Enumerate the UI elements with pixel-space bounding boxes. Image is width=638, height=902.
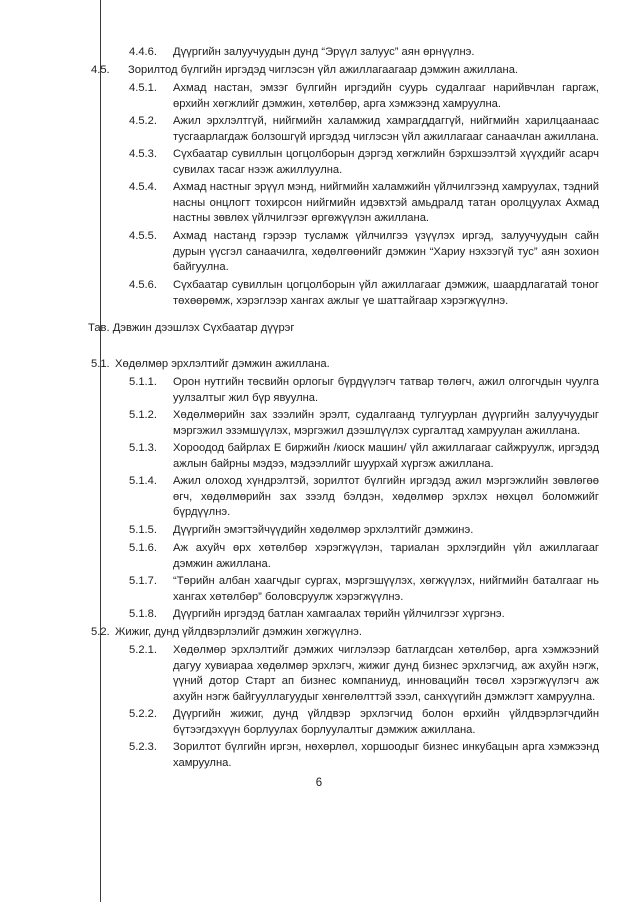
list-item bbox=[129, 229, 599, 276]
item-text: Дүүргийн эмэгтэйчүүдийн хөдөлмөр эрхлэлтийг дэмжинэ. bbox=[173, 524, 474, 536]
list-item bbox=[91, 63, 599, 79]
item-text: Ахмад настныг эрүүл мэнд, нийгмийн халамжийн үйлчилгээнд хамруулах, тэдний насны онцлогт тохирсон нийгмийн идэвхтэй амьдралд татан оролцуулах Ахмад настны зөвлөх үйлчилгээг өргөжүүлэн ажиллана. bbox=[173, 181, 599, 224]
item-text: Ажил эрхлэлтгүй, нийгмийн халамжид хамрагддаггүй, нийгмийн харилцаанаас тусгаарлагдаж болзошгүй иргэдэд чиглэсэн үйл ажиллагааг санаачлан ажиллана. bbox=[173, 115, 599, 143]
item-text: Аж ахуйч өрх хөтөлбөр хэрэгжүүлэн, тариалан эрхлэгдийн үйл ажиллагааг дэмжин ажиллана. bbox=[173, 542, 599, 570]
list-item bbox=[129, 375, 599, 406]
item-text: Дүүргийн иргэдэд батлан хамгаалах төрийн үйлчилгээг хүргэнэ. bbox=[173, 608, 505, 620]
list-item bbox=[129, 114, 599, 145]
item-text: Зорилтот бүлгийн иргэн, нөхөрлөл, хоршоодыг бизнес инкубацын арга хэмжээнд хамруулна. bbox=[173, 741, 599, 769]
item-text: Ахмад настанд гэрээр тусламж үйлчилгээ үзүүлэх иргэд, залуучуудын сайн дурын үүсгэл санаачилга, хөдөлгөөнийг дэмжин “Хариу нэхээгүй тус” аян зохион байгуулна. bbox=[173, 230, 599, 273]
item-number: 5.2.1. bbox=[129, 644, 157, 656]
list-item bbox=[129, 408, 599, 439]
list-item bbox=[129, 180, 599, 227]
list-item bbox=[129, 474, 599, 521]
list-item bbox=[129, 147, 599, 178]
item-text: Хороодод байрлах Е биржийн /киоск машин/ үйл ажиллагааг сайжруулж, иргэдэд ажлын байрны мэдээ, мэдээллийг шуурхай хүргэж ажиллана. bbox=[173, 442, 599, 470]
item-number: 4.5. bbox=[91, 64, 110, 76]
item-number: 5.1.8. bbox=[129, 608, 157, 620]
item-text: Сүхбаатар сувиллын цогцолборын үйл ажиллагааг дэмжиж, шаардлагатай тоног төхөөрөмж, хэрэглээр хангах ажлыг үе шаттайгаар хэрэгжүүлнэ. bbox=[173, 279, 599, 307]
list-item bbox=[129, 523, 599, 539]
item-number: 5.1. bbox=[91, 358, 110, 370]
item-number: 5.1.6. bbox=[129, 542, 157, 554]
list-item bbox=[129, 574, 599, 605]
margin-line bbox=[100, 0, 101, 902]
list-item bbox=[91, 625, 599, 641]
item-number: 4.5.6. bbox=[129, 279, 157, 291]
item-text: Дүүргийн жижиг, дунд үйлдвэр эрхлэгчид болон өрхийн үйлдвэрлэгчдийн бүтээгдэхүүн борлуулах борлуулалтыг дэмжиж ажиллана. bbox=[173, 708, 599, 736]
item-number: 4.4.6. bbox=[129, 46, 157, 58]
item-number: 4.5.5. bbox=[129, 230, 157, 242]
item-text: Жижиг, дунд үйлдвэрлэлийг дэмжин хөгжүүлнэ. bbox=[115, 626, 362, 638]
item-number: 5.2. bbox=[91, 626, 110, 638]
item-number: 4.5.3. bbox=[129, 148, 157, 160]
item-number: 5.2.3. bbox=[129, 741, 157, 753]
item-text: “Төрийн албан хаагчдыг сургах, мэргэшүүлэх, хөгжүүлэх, нийгмийн баталгааг нь хангах хөтөлбөр” боловсруулж хэрэгжүүлнэ. bbox=[173, 575, 599, 603]
item-text: Ажил олоход хүндрэлтэй, зорилтот бүлгийн иргэдэд ажил мэргэжлийн зөвлөгөө өгч, хөдөлмөрийн зах зээлд бэлдэн, хөдөлмөр эрхлэх нөхцөл боломжийг бүрдүүлнэ. bbox=[173, 475, 599, 518]
list-item bbox=[129, 707, 599, 738]
section-heading: Тав. Дэвжин дээшлэх Сүхбаатар дүүрэг bbox=[88, 322, 295, 334]
list-item bbox=[129, 740, 599, 771]
item-text: Сүхбаатар сувиллын цогцолборын дэргэд хөгжлийн бэрхшээлтэй хүүхдийг асарч сувилах тасаг нээж ажиллуулна. bbox=[173, 148, 599, 176]
list-item bbox=[129, 45, 599, 61]
list-item bbox=[129, 607, 599, 623]
item-text: Зорилтод бүлгийн иргэдэд чиглэсэн үйл ажиллагаагаар дэмжин ажиллана. bbox=[128, 64, 519, 76]
item-text: Хөдөлмөр эрхлэлтийг дэмжих чиглэлээр батлагдсан хөтөлбөр, арга хэмжээний дагуу хувиараа хөдөлмөр эрхлэгч, жижиг дунд бизнес эрхлэгчид, аж ахуйн нэгж, үүний дотор Старт ап бизнес компаниуд, инновацийн төсөл хэрэгжүүлэгч аж ахуйн нэгж байгууллагуудыг хөнгөлөлттэй зээл, санхүүгийн дэмжлэгт хамруулна. bbox=[173, 644, 599, 703]
list-item bbox=[91, 357, 599, 373]
list-item bbox=[129, 81, 599, 112]
item-number: 4.5.2. bbox=[129, 115, 157, 127]
list-item bbox=[129, 278, 599, 309]
item-text: Хөдөлмөрийн зах зээлийн эрэлт, судалгаанд тулгуурлан дүүргийн залуучуудыг мэргэжил эзэмшүүлэх, мэргэжил дээшлүүлэх сургалтад хамруулан ажиллана. bbox=[173, 409, 599, 437]
item-text: Орон нутгийн төсвийн орлогыг бүрдүүлэгч татвар төлөгч, ажил олгогчдын чуулга уулзалтыг жил бүр явуулна. bbox=[173, 376, 599, 404]
item-number: 4.5.1. bbox=[129, 82, 157, 94]
item-text: Дүүргийн залуучуудын дунд “Эрүүл залуус” аян өрнүүлнэ. bbox=[173, 46, 475, 58]
item-number: 5.1.4. bbox=[129, 475, 157, 487]
list-item bbox=[129, 643, 599, 705]
item-number: 4.5.4. bbox=[129, 181, 157, 193]
item-number: 5.1.1. bbox=[129, 376, 157, 388]
item-number: 5.1.5. bbox=[129, 524, 157, 536]
list-item bbox=[129, 541, 599, 572]
item-number: 5.1.2. bbox=[129, 409, 157, 421]
item-number: 5.2.2. bbox=[129, 708, 157, 720]
item-number: 5.1.3. bbox=[129, 442, 157, 454]
item-text: Ахмад настан, эмзэг бүлгийн иргэдийн суурь судалгааг нарийвчлан гаргаж, өрхийн хөгжлийг дэмжин, хөтөлбөр, арга хэмжээнд хамруулна. bbox=[173, 82, 599, 110]
list-item bbox=[129, 441, 599, 472]
item-number: 5.1.7. bbox=[129, 575, 157, 587]
item-text: Хөдөлмөр эрхлэлтийг дэмжин ажиллана. bbox=[115, 358, 330, 370]
page-number: 6 bbox=[315, 777, 323, 789]
